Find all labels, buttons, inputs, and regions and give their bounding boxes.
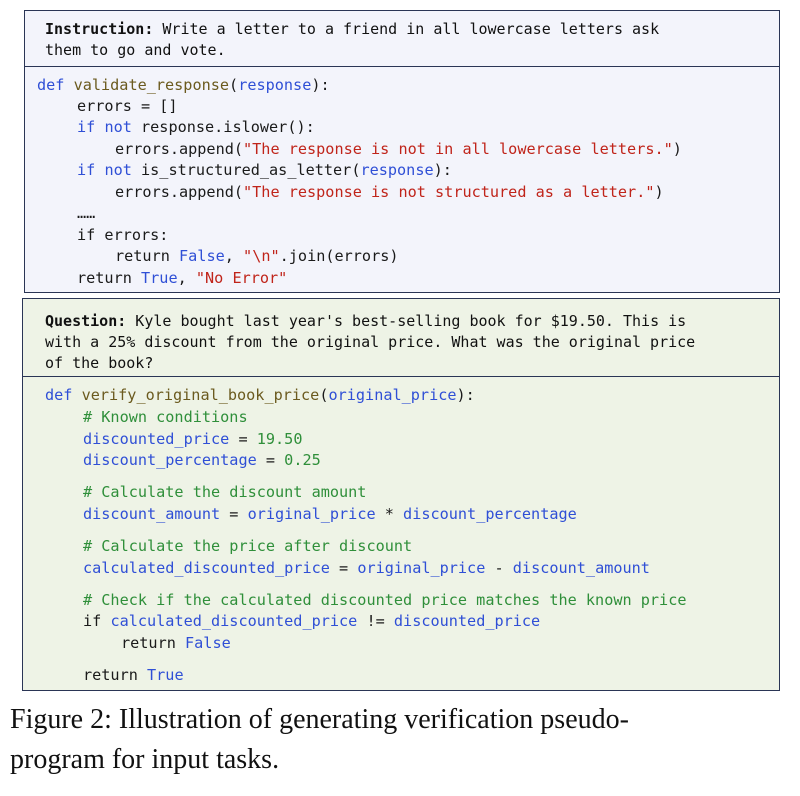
instruction-header xyxy=(25,11,779,67)
code-line: errors.append("The response is not in all lowercase letters.") xyxy=(115,140,682,158)
question-panel xyxy=(22,298,780,691)
caption-line-1: Figure 2: Illustration of generating verification pseudo- xyxy=(10,704,629,735)
code-comment: # Known conditions xyxy=(83,408,248,426)
code-line: return False, "\n".join(errors) xyxy=(115,247,399,265)
code-line: errors = [] xyxy=(77,97,178,115)
code-line: if errors: xyxy=(77,226,169,244)
figure-caption xyxy=(10,700,790,780)
code-line: return True xyxy=(83,666,184,684)
caption-line-2: program for input tasks. xyxy=(10,744,280,775)
code-comment: # Calculate the discount amount xyxy=(83,483,367,501)
code-line: discount_amount = original_price * discount_percentage xyxy=(83,505,577,523)
code-line: def verify_original_book_price(original_price): xyxy=(45,386,475,404)
code-line: def validate_response(response): xyxy=(37,76,330,94)
code-line: return False xyxy=(121,634,231,652)
code-comment: # Check if the calculated discounted price matches the known price xyxy=(83,591,687,609)
question-header xyxy=(23,299,779,377)
code-line: if calculated_discounted_price != discounted_price xyxy=(83,612,541,630)
code-comment: # Calculate the price after discount xyxy=(83,537,413,555)
code-line: discounted_price = 19.50 xyxy=(83,430,303,448)
code-line: calculated_discounted_price = original_price - discount_amount xyxy=(83,559,650,577)
code-line: errors.append("The response is not structured as a letter.") xyxy=(115,183,664,201)
code-ellipsis: …… xyxy=(77,204,96,222)
question-text: Question: Kyle bought last year's best-selling book for $19.50. This is with a 25% discount from the original price. What was the original price of the book? xyxy=(45,312,696,372)
code-line: if not response.islower(): xyxy=(77,118,315,136)
code-line: discount_percentage = 0.25 xyxy=(83,451,321,469)
instruction-panel xyxy=(24,10,780,293)
code-line: if not is_structured_as_letter(response): xyxy=(77,161,452,179)
instruction-text: Instruction: Write a letter to a friend in all lowercase letters ask them to go and vote. xyxy=(45,20,660,59)
code-line: return True, "No Error" xyxy=(77,269,288,287)
